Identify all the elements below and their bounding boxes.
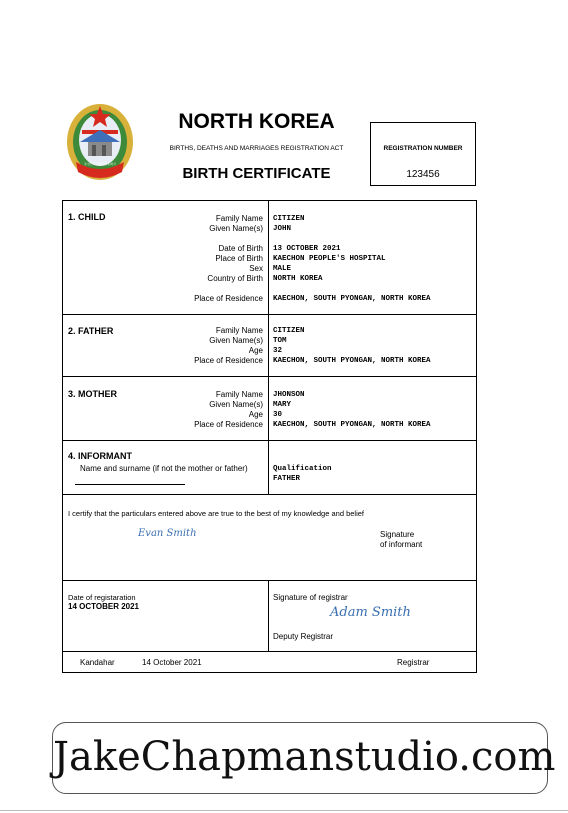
mother-residence: KAECHON, SOUTH PYONGAN, NORTH KOREA [273, 421, 431, 429]
mother-age: 30 [273, 411, 283, 419]
child-residence-label: Place of Residence [194, 294, 263, 303]
column-divider [268, 580, 269, 651]
father-residence: KAECHON, SOUTH PYONGAN, NORTH KOREA [273, 357, 431, 365]
father-given-name: TOM [273, 337, 287, 345]
certification-statement: I certify that the particulars entered above are true to the best of my knowledge and belief [68, 509, 365, 518]
informant-name-label: Name and surname (if not the mother or father) [80, 464, 248, 473]
mother-given-name: MARY [273, 401, 292, 409]
child-country-label: Country of Birth [207, 274, 263, 283]
child-country: NORTH KOREA [273, 275, 323, 283]
watermark-banner [52, 722, 556, 794]
father-heading: 2. FATHER [68, 326, 114, 336]
father-age: 32 [273, 347, 283, 355]
child-dob: 13 OCTOBER 2021 [273, 245, 341, 253]
informant-heading: 4. INFORMANT [68, 451, 132, 461]
father-family-name: CITIZEN [273, 327, 305, 335]
mother-given-name-label: Given Name(s) [209, 400, 263, 409]
child-given-name: JOHN [273, 225, 292, 233]
registration-number-label: REGISTRATION NUMBER [383, 145, 463, 152]
deputy-registrar-label: Deputy Registrar [273, 632, 334, 641]
registrar-signature-label: Signature of registrar [273, 593, 348, 602]
row-divider [62, 494, 477, 495]
row-divider [62, 580, 477, 581]
child-sex: MALE [273, 265, 292, 273]
mother-age-label: Age [248, 410, 263, 419]
mother-family-name-label: Family Name [215, 390, 263, 399]
father-age-label: Age [248, 346, 263, 355]
child-pob-label: Place of Birth [215, 254, 263, 263]
row-divider [62, 440, 477, 441]
row-divider [62, 651, 477, 652]
registration-number-box [370, 122, 476, 186]
mother-family-name: JHONSON [273, 391, 305, 399]
registration-number: 123456 [406, 169, 440, 180]
mother-residence-label: Place of Residence [194, 420, 263, 429]
father-residence-label: Place of Residence [194, 356, 263, 365]
informant-name-underline [75, 484, 185, 485]
registration-date: 14 OCTOBER 2021 [68, 602, 139, 611]
row-divider [62, 376, 477, 377]
informant-qualification-label: Qualification [273, 465, 332, 473]
registrar-signature: Adam Smith [330, 605, 411, 620]
act-subtitle: BIRTHS, DEATHS AND MARRIAGES REGISTRATION ACT [169, 145, 344, 152]
page-bottom-rule [0, 810, 568, 811]
emblem-ribbon-text: 조선민주주의인민공화국 [84, 162, 116, 166]
document-title: BIRTH CERTIFICATE [182, 165, 331, 182]
country-title: NORTH KOREA [178, 110, 335, 133]
footer-date: 14 October 2021 [142, 658, 202, 667]
column-divider [268, 200, 269, 494]
mother-heading: 3. MOTHER [68, 389, 118, 399]
footer-registrar: Registrar [397, 658, 430, 667]
father-family-name-label: Family Name [215, 326, 263, 335]
informant-qualification: FATHER [273, 475, 301, 483]
informant-signature: Evan Smith [138, 528, 197, 539]
watermark-text: JakeChapmanstudio.com [53, 734, 556, 780]
child-family-name: CITIZEN [273, 215, 305, 223]
signature-of-informant-label: of informant [380, 540, 423, 549]
child-residence: KAECHON, SOUTH PYONGAN, NORTH KOREA [273, 295, 431, 303]
signature-label: Signature [380, 530, 415, 539]
national-emblem-icon [62, 100, 138, 188]
father-given-name-label: Given Name(s) [209, 336, 263, 345]
child-pob: KAECHON PEOPLE'S HOSPITAL [273, 255, 386, 263]
child-heading: 1. CHILD [68, 212, 106, 222]
registration-date-label: Date of registaration [68, 593, 136, 602]
row-divider [62, 314, 477, 315]
child-sex-label: Sex [249, 264, 263, 273]
child-given-name-label: Given Name(s) [209, 224, 263, 233]
child-family-name-label: Family Name [215, 214, 263, 223]
footer-place: Kandahar [80, 658, 115, 667]
child-dob-label: Date of Birth [218, 244, 263, 253]
